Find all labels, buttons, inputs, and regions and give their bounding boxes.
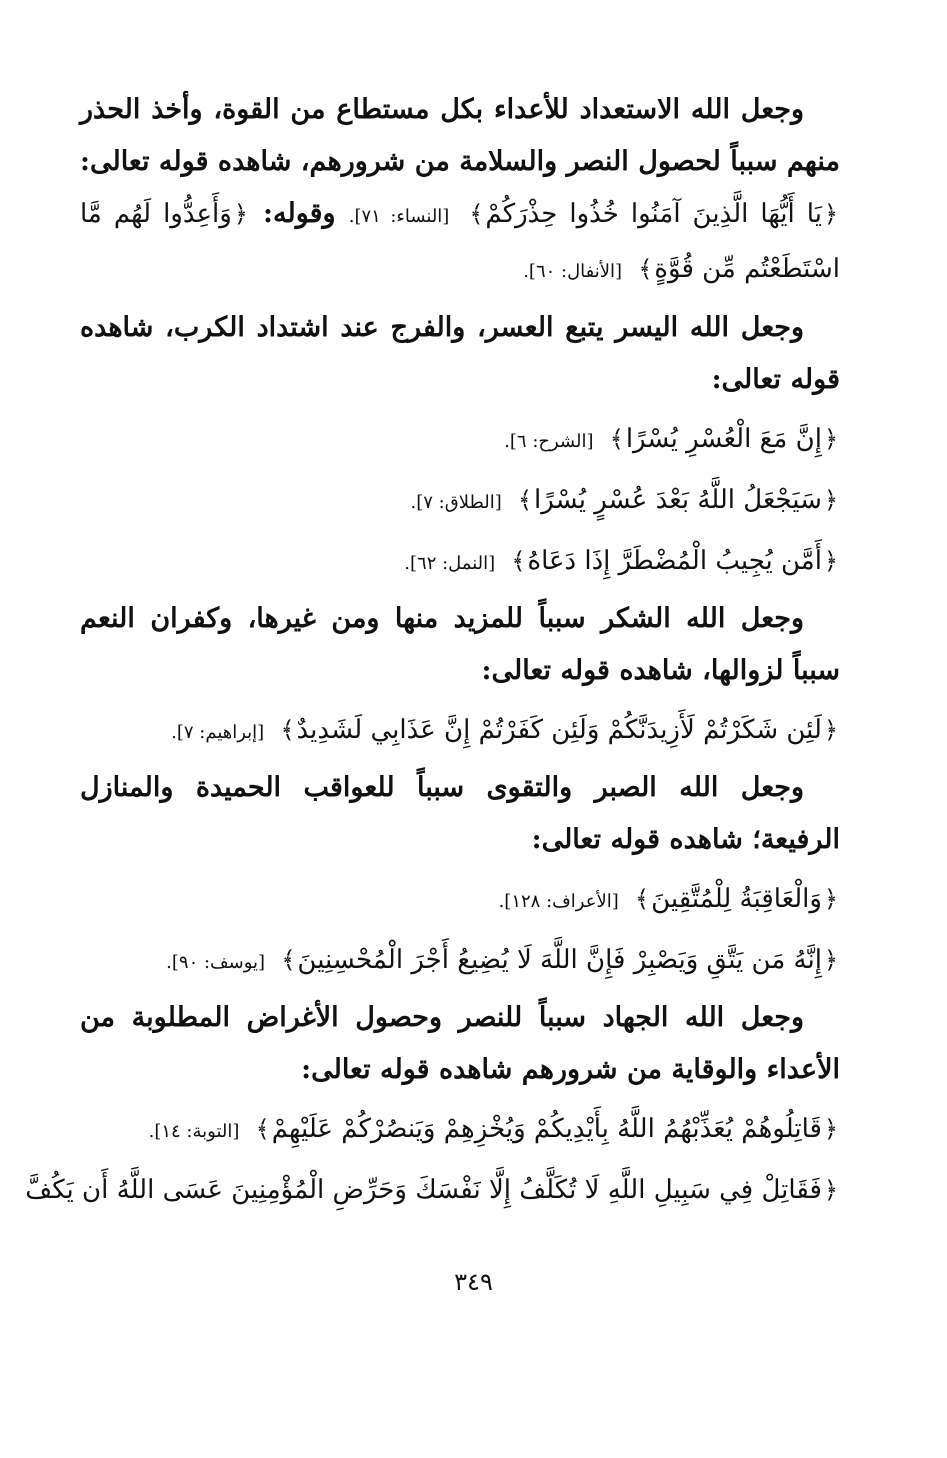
verse-text: إِنَّهُ مَن يَتَّقِ وَيَصْبِرْ فَإِنَّ اللَّهَ لَا يُضِيعُ أَجْرَ الْمُحْسِنِينَ xyxy=(297,945,822,975)
paragraph-jihad xyxy=(80,992,840,1096)
verse-line: ﴿فَقَاتِلْ فِي سَبِيلِ اللَّهِ لَا تُكَلَّفُ إِلَّا نَفْسَكَ وَحَرِّضِ الْمُؤْمِنِينَ عَسَى اللَّهُ أَن يَكُفَّ xyxy=(25,1175,838,1205)
verse-text: سَيَجْعَلُ اللَّهُ بَعْدَ عُسْرٍ يُسْرًا xyxy=(534,485,822,515)
paragraph-gratitude xyxy=(80,593,840,697)
verse-text: وَالْعَاقِبَةُ لِلْمُتَّقِينَ xyxy=(651,884,822,914)
paragraph-text: وجعل الله الصبر والتقوى سبباً للعواقب الحميدة والمنازل الرفيعة؛ شاهده قوله تعالى: xyxy=(80,772,840,855)
inline-verse: ﴿وَأَعِدُّوا لَهُم مَّا اسْتَطَعْتُم مِّن قُوَّةٍ﴾ xyxy=(80,199,840,284)
verse-line: ﴿أَمَّن يُجِيبُ الْمُضْطَرَّ إِذَا دَعَاهُ﴾ [النمل: ٦٢]. xyxy=(404,546,838,576)
paragraph-text: وجعل الله الجهاد سبباً للنصر وحصول الأغراض المطلوبة من الأعداء والوقاية من شرورهم شاهده قوله تعالى: xyxy=(80,1002,840,1085)
verse-text: أَمَّن يُجِيبُ الْمُضْطَرَّ إِذَا دَعَاهُ xyxy=(527,546,822,576)
verse-reference: [النساء: ٧١]. xyxy=(348,206,450,227)
inline-verse: ﴿يَا أَيُّهَا الَّذِينَ آمَنُوا خُذُوا حِذْرَكُمْ﴾ xyxy=(469,199,838,229)
verse-reference: [الأنفال: ٦٠]. xyxy=(523,261,623,282)
verse-reference: [يوسف: ٩٠]. xyxy=(166,952,266,973)
verse-text: إِنَّ مَعَ الْعُسْرِ يُسْرًا xyxy=(625,424,822,454)
paragraph-text: وجعل الله الشكر سبباً للمزيد منها ومن غيرها، وكفران النعم سبباً لزوالها، شاهده قوله تعالى: xyxy=(80,603,840,686)
verse-reference: [النمل: ٦٢]. xyxy=(404,553,496,574)
verse-line: ﴿قَاتِلُوهُمْ يُعَذِّبْهُمُ اللَّهُ بِأَيْدِيكُمْ وَيُخْزِهِمْ وَيَنصُرْكُمْ عَلَيْهِمْ﴾ [التوبة: ١٤]. xyxy=(148,1114,838,1144)
verse-reference: [الطلاق: ٧]. xyxy=(410,492,502,513)
verse-text: قَاتِلُوهُمْ يُعَذِّبْهُمُ اللَّهُ بِأَيْدِيكُمْ وَيُخْزِهِمْ وَيَنصُرْكُمْ عَلَيْهِمْ xyxy=(271,1114,822,1144)
verse-text: لَئِن شَكَرْتُمْ لَأَزِيدَنَّكُمْ وَلَئِن كَفَرْتُمْ إِنَّ عَذَابِي لَشَدِيدٌ xyxy=(296,715,822,745)
verse-line: ﴿سَيَجْعَلُ اللَّهُ بَعْدَ عُسْرٍ يُسْرًا﴾ [الطلاق: ٧]. xyxy=(410,485,838,515)
page-number: ٣٤٩ xyxy=(454,1268,493,1296)
paragraph-preparation xyxy=(80,84,840,298)
paragraph-text: وجعل الله الاستعداد للأعداء بكل مستطاع من القوة، وأخذ الحذر منهم سبباً لحصول النصر والسلامة من شرورهم، شاهده قوله تعالى: xyxy=(80,94,840,177)
verse-reference: [الشرح: ٦]. xyxy=(504,431,594,452)
verse-line: ﴿إِنَّ مَعَ الْعُسْرِ يُسْرًا﴾ [الشرح: ٦]. xyxy=(504,424,838,454)
verse-reference: [إبراهيم: ٧]. xyxy=(171,722,265,743)
page-body xyxy=(25,84,840,1219)
connector-text: وقوله: xyxy=(263,198,336,229)
verse-text: فَقَاتِلْ فِي سَبِيلِ اللَّهِ لَا تُكَلَّفُ إِلَّا نَفْسَكَ وَحَرِّضِ الْمُؤْمِنِينَ عَسَى اللَّهُ أَن يَكُفَّ xyxy=(25,1175,822,1205)
paragraph-text: وجعل الله اليسر يتبع العسر، والفرج عند اشتداد الكرب، شاهده قوله تعالى: xyxy=(80,312,840,395)
verse-line: ﴿لَئِن شَكَرْتُمْ لَأَزِيدَنَّكُمْ وَلَئِن كَفَرْتُمْ إِنَّ عَذَابِي لَشَدِيدٌ﴾ [إبراهيم: ٧]. xyxy=(171,715,838,745)
verse-line: ﴿إِنَّهُ مَن يَتَّقِ وَيَصْبِرْ فَإِنَّ اللَّهَ لَا يُضِيعُ أَجْرَ الْمُحْسِنِينَ﴾ [يوسف: ٩٠]. xyxy=(166,945,838,975)
verse-reference: [التوبة: ١٤]. xyxy=(148,1121,240,1142)
verse-text: يَا أَيُّهَا الَّذِينَ آمَنُوا خُذُوا حِذْرَكُمْ xyxy=(485,199,822,229)
paragraph-patience xyxy=(80,762,840,866)
verse-text: وَأَعِدُّوا لَهُم مَّا اسْتَطَعْتُم مِّن قُوَّةٍ xyxy=(80,199,840,284)
verse-reference: [الأعراف: ١٢٨]. xyxy=(498,891,619,912)
verse-line: ﴿وَالْعَاقِبَةُ لِلْمُتَّقِينَ﴾ [الأعراف: ١٢٨]. xyxy=(498,884,838,914)
paragraph-ease xyxy=(80,302,840,406)
